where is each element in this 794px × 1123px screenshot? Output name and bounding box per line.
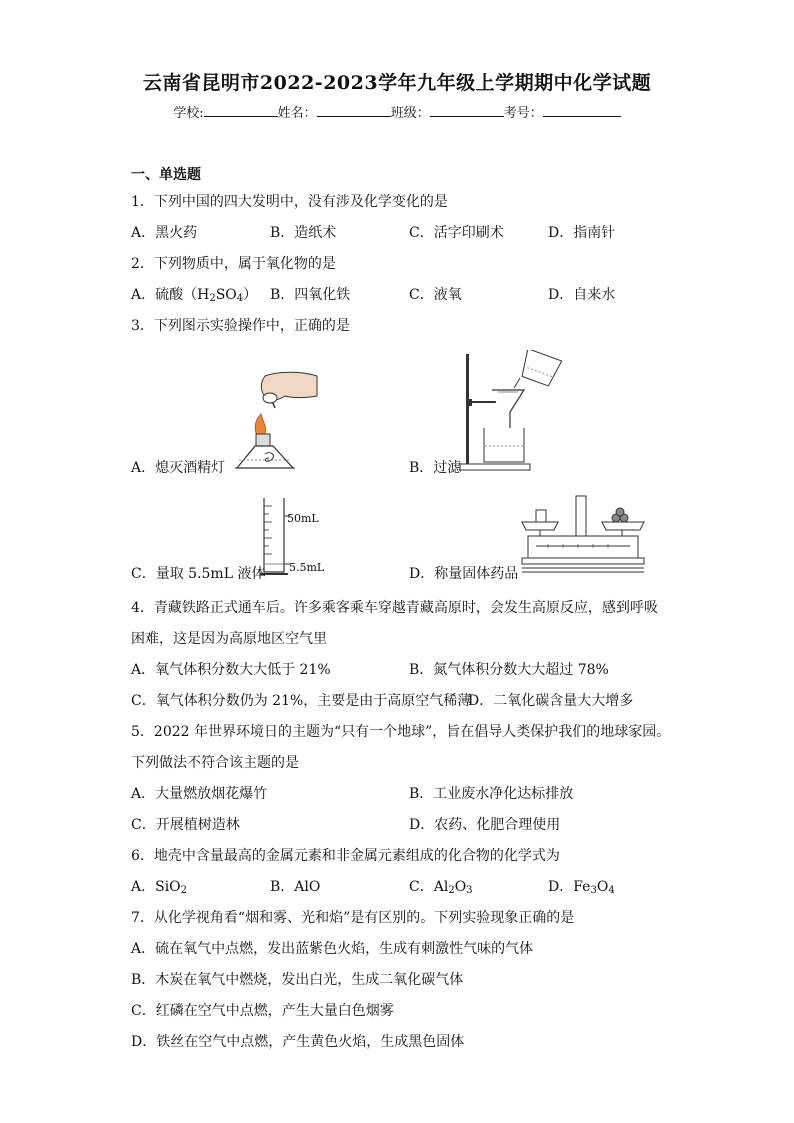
q6-option-c: C．$Al_2O_3$ (409, 879, 473, 896)
q6-option-d: D．$Fe_3O_4$ (548, 879, 615, 896)
q1-option-d: D．指南针 (548, 225, 616, 241)
q2-stem: 2．下列物质中，属于氧化物的是 (131, 256, 336, 272)
q7-option-d: D．铁丝在空气中点燃，产生黄色火焰，生成黑色固体 (131, 1034, 465, 1050)
q4-option-c: C．氧气体积分数仍为 21%，主要是由于高原空气稀薄 (131, 693, 472, 709)
q3-option-a: A．熄灭酒精灯 (131, 460, 226, 476)
number-label: 考号： (503, 106, 543, 121)
page-title: 云南省昆明市2022-2023学年九年级上学期期中化学试题 (142, 72, 652, 94)
q1-option-b: B．造纸术 (270, 225, 337, 241)
q5-option-a: A．大量燃放烟花爆竹 (131, 786, 268, 802)
q7-option-c: C．红磷在空气中点燃，产生大量白色烟雾 (131, 1003, 394, 1019)
q7-option-b: B．木炭在氧气中燃烧，发出白光，生成二氧化碳气体 (131, 972, 464, 988)
q4-stem-line2: 困难，这是因为高原地区空气里 (131, 631, 327, 647)
q3-stem: 3．下列图示实验操作中，正确的是 (131, 318, 350, 334)
q1-option-c: C．活字印刷术 (409, 225, 504, 241)
q4-option-d: D．二氧化碳含量大大增多 (468, 693, 634, 709)
q3-option-c: C．量取 5.5mL 液体 (131, 566, 266, 582)
cylinder-top-label: 50mL (287, 512, 319, 525)
q7-stem: 7．从化学视角看“烟和雾、光和焰”是有区别的。下列实验现象正确的是 (131, 910, 575, 926)
q2-option-d: D．自来水 (548, 287, 616, 303)
q4-option-b: B．氮气体积分数大大超过 78% (409, 662, 609, 678)
filtration-figure (458, 350, 570, 474)
number-field[interactable] (543, 102, 621, 117)
name-label: 姓名： (277, 106, 317, 121)
name-field[interactable] (317, 102, 391, 117)
q6-option-b: B．AlO (270, 879, 321, 895)
class-field[interactable] (430, 102, 504, 117)
q4-option-a: A．氧气体积分数大大低于 21% (131, 662, 331, 678)
q4-stem-line1: 4．青藏铁路正式通车后。许多乘客乘车穿越青藏高原时，会发生高原反应，感到呼吸 (131, 600, 658, 616)
class-label: 班级： (390, 106, 430, 121)
q5-stem-line1: 5．2022 年世界环境日的主题为“只有一个地球”，旨在倡导人类保护我们的地球家园。 (131, 724, 671, 740)
q7-option-a: A．硫在氧气中点燃，发出蓝紫色火焰，生成有刺激性气味的气体 (131, 941, 534, 957)
q5-stem-line2: 下列做法不符合该主题的是 (131, 755, 299, 771)
balance-figure (518, 492, 652, 580)
q3-option-d: D．称量固体药品 (409, 566, 519, 582)
school-label: 学校: (173, 106, 204, 121)
q2-option-b: B．四氧化铁 (270, 287, 351, 303)
school-field[interactable] (204, 102, 278, 117)
q5-option-b: B．工业废水净化达标排放 (409, 786, 574, 802)
q1-option-a: A．黑火药 (131, 225, 198, 241)
q3-option-b: B．过滤 (409, 460, 462, 476)
q6-stem: 6．地壳中含量最高的金属元素和非金属元素组成的化合物的化学式为 (131, 848, 560, 864)
cylinder-bottom-label: 5.5mL (289, 561, 325, 574)
q5-option-d: D．农药、化肥合理使用 (409, 817, 561, 833)
q2-option-a: A．硫酸$(H_2SO_4)$ (131, 287, 258, 304)
q2-option-c: C．液氧 (409, 287, 462, 303)
q5-option-c: C．开展植树造林 (131, 817, 240, 833)
student-info-row (0, 102, 794, 121)
alcohol-lamp-figure (225, 368, 325, 478)
section-heading: 一、单选题 (131, 167, 201, 183)
q6-option-a: A．SiO$_2$ (131, 879, 188, 896)
q1-stem: 1．下列中国的四大发明中，没有涉及化学变化的是 (131, 194, 448, 210)
